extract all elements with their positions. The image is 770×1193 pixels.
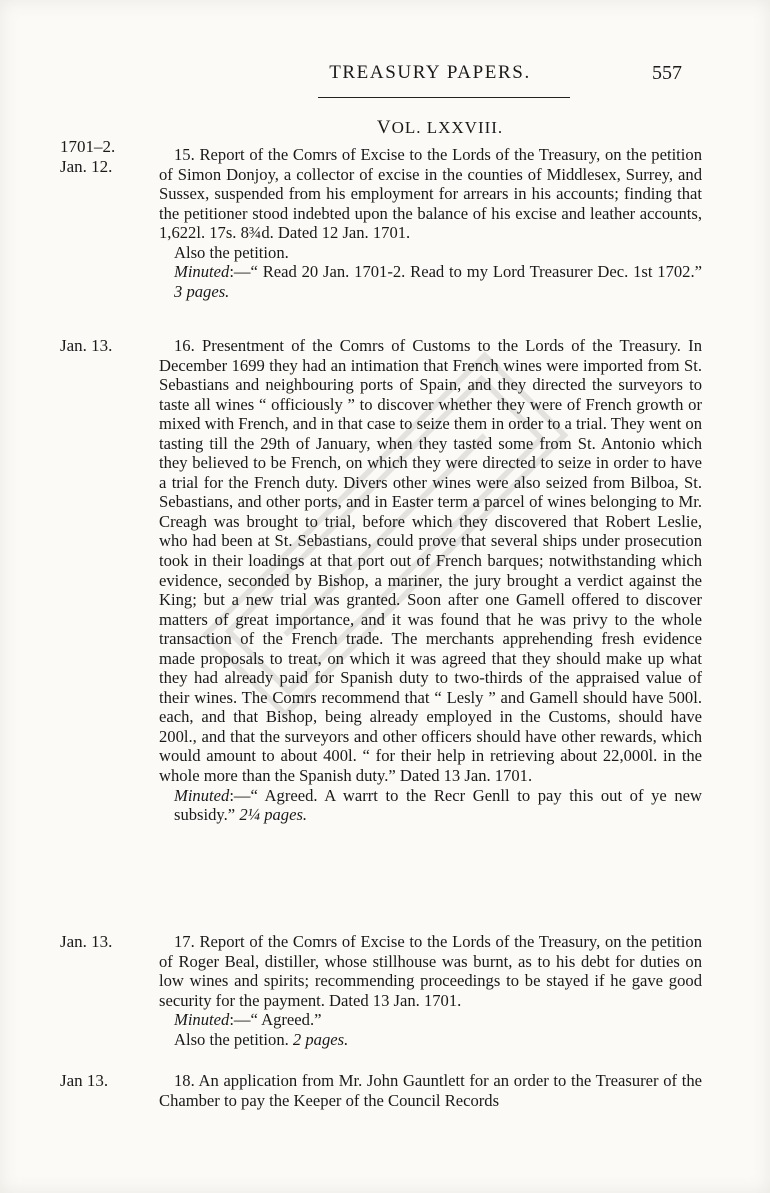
entry-paragraph: 16. Presentment of the Comrs of Customs to the Lords of the Treasury. In December 1699 they had an intimation that French wines were imported from St. Sebastians and neighbouring ports of Spain, and they directed the surveyors to taste all wines “ officiously ” to discover whether they were of French growth or mixed with French, and in that case to seize them in order to a trial. They went on tasting till the 29th of January, when they tasted some from St. Antonio which they believed to be French, on which they were directed to seize in order to have a trial for the French duty. Divers other wines were also seized from Bilboa, St. Sebastians, and other ports, and in Easter term a parcel of wines belonging to Mr. Creagh was brought to trial, before which they discovered that Robert Leslie, who had been at St. Sebastians, could prove that several ships under prosecution took in their loadings at that port out of French barques; notwithstanding which evidence, seconded by Bishop, a mariner, the jury brought a verdict against the King; but a new trial was granted. Soon after one Gamell offered to discover matters of great importance, and it was found that he was privy to the whole transaction of the French trade. The merchants apprehending fresh evidence made proposals to treat, on which it was agreed that they should make up what they had already paid for Spanish duty to two-thirds of the appraised value of their wines. The Comrs recommend that “ Lesly ” and Gamell should have 500l. each, and that Bishop, being already employed in the Customs, should have 200l., and that the surveyors and other officers should have other rewards, which would amount to about 400l. “ for their help in retrieving about 22,000l. in the whole more than the Spanish duty.” Dated 13 Jan. 1701.	[159, 336, 702, 786]
entry-also: Also the petition.	[174, 242, 289, 262]
entry-text	[159, 145, 702, 301]
minuted-label: Minuted	[174, 262, 230, 282]
entry-pages: 2¼ pages.	[239, 805, 308, 825]
entry-date: Jan. 13.	[60, 336, 113, 355]
entry-pages: 2 pages.	[292, 1029, 349, 1049]
entry-date-column	[60, 336, 155, 356]
minuted-text: :—“ Read 20 Jan. 1701-2. Read to my Lord Treasurer Dec. 1st 1702.”	[229, 262, 702, 282]
entry-pages: 3 pages.	[174, 281, 230, 301]
entry-date: Jan 13.	[60, 1071, 109, 1090]
volume-heading-rest: OL. LXXVIII.	[391, 118, 504, 137]
entry-text	[159, 932, 702, 1049]
entry-date-column	[60, 932, 155, 952]
minuted-text: :—“ Agreed.”	[229, 1010, 322, 1030]
entry-text	[159, 1071, 702, 1110]
minuted-label: Minuted	[174, 1010, 230, 1030]
entry-date: Jan. 12.	[60, 156, 113, 176]
volume-heading-initial: V	[376, 117, 392, 138]
entry-date-column	[60, 1071, 155, 1091]
running-head	[0, 62, 770, 92]
entry-date: Jan. 13.	[60, 932, 113, 951]
entry-also	[159, 1030, 702, 1050]
entry-paragraph: 17. Report of the Comrs of Excise to the Lords of the Treasury, on the petition of Roger Beal, distiller, whose stillhouse was burnt, as to his debt for duties on low wines and spirits; recommending proceedings to be stayed if he gave good security for the payment. Dated 13 Jan. 1701.	[159, 932, 702, 1010]
entry-date-column	[60, 137, 155, 176]
entry-paragraph: 15. Report of the Comrs of Excise to the Lords of the Treasury, on the petition of Simon Donjoy, a collector of excise in the counties of Middlesex, Surrey, and Sussex, suspended from his employment for arrears in his accounts; finding that the petitioner stood indebted upon the balance of his excise and leather accounts, 1,622l. 17s. 8¾d. Dated 12 Jan. 1701.	[159, 145, 702, 243]
entry-text	[159, 336, 702, 825]
entry-minuted	[159, 786, 702, 825]
entry-also-text: Also the petition.	[174, 1029, 289, 1049]
minuted-text: :—“ Agreed. A warrt to the Recr Genll to pay this out of ye new subsidy.”	[174, 785, 702, 825]
header-rule	[318, 97, 570, 98]
entry-minuted	[159, 262, 702, 301]
volume-heading	[220, 117, 660, 139]
entry-year: 1701–2.	[60, 137, 116, 156]
page-number: 557	[652, 62, 682, 84]
running-title: TREASURY PAPERS.	[329, 62, 531, 83]
minuted-label: Minuted	[174, 785, 230, 805]
entry-paragraph: 18. An application from Mr. John Gauntlett for an order to the Treasurer of the Chamber to pay the Keeper of the Council Records	[159, 1071, 702, 1110]
entry-minuted	[159, 1010, 702, 1030]
